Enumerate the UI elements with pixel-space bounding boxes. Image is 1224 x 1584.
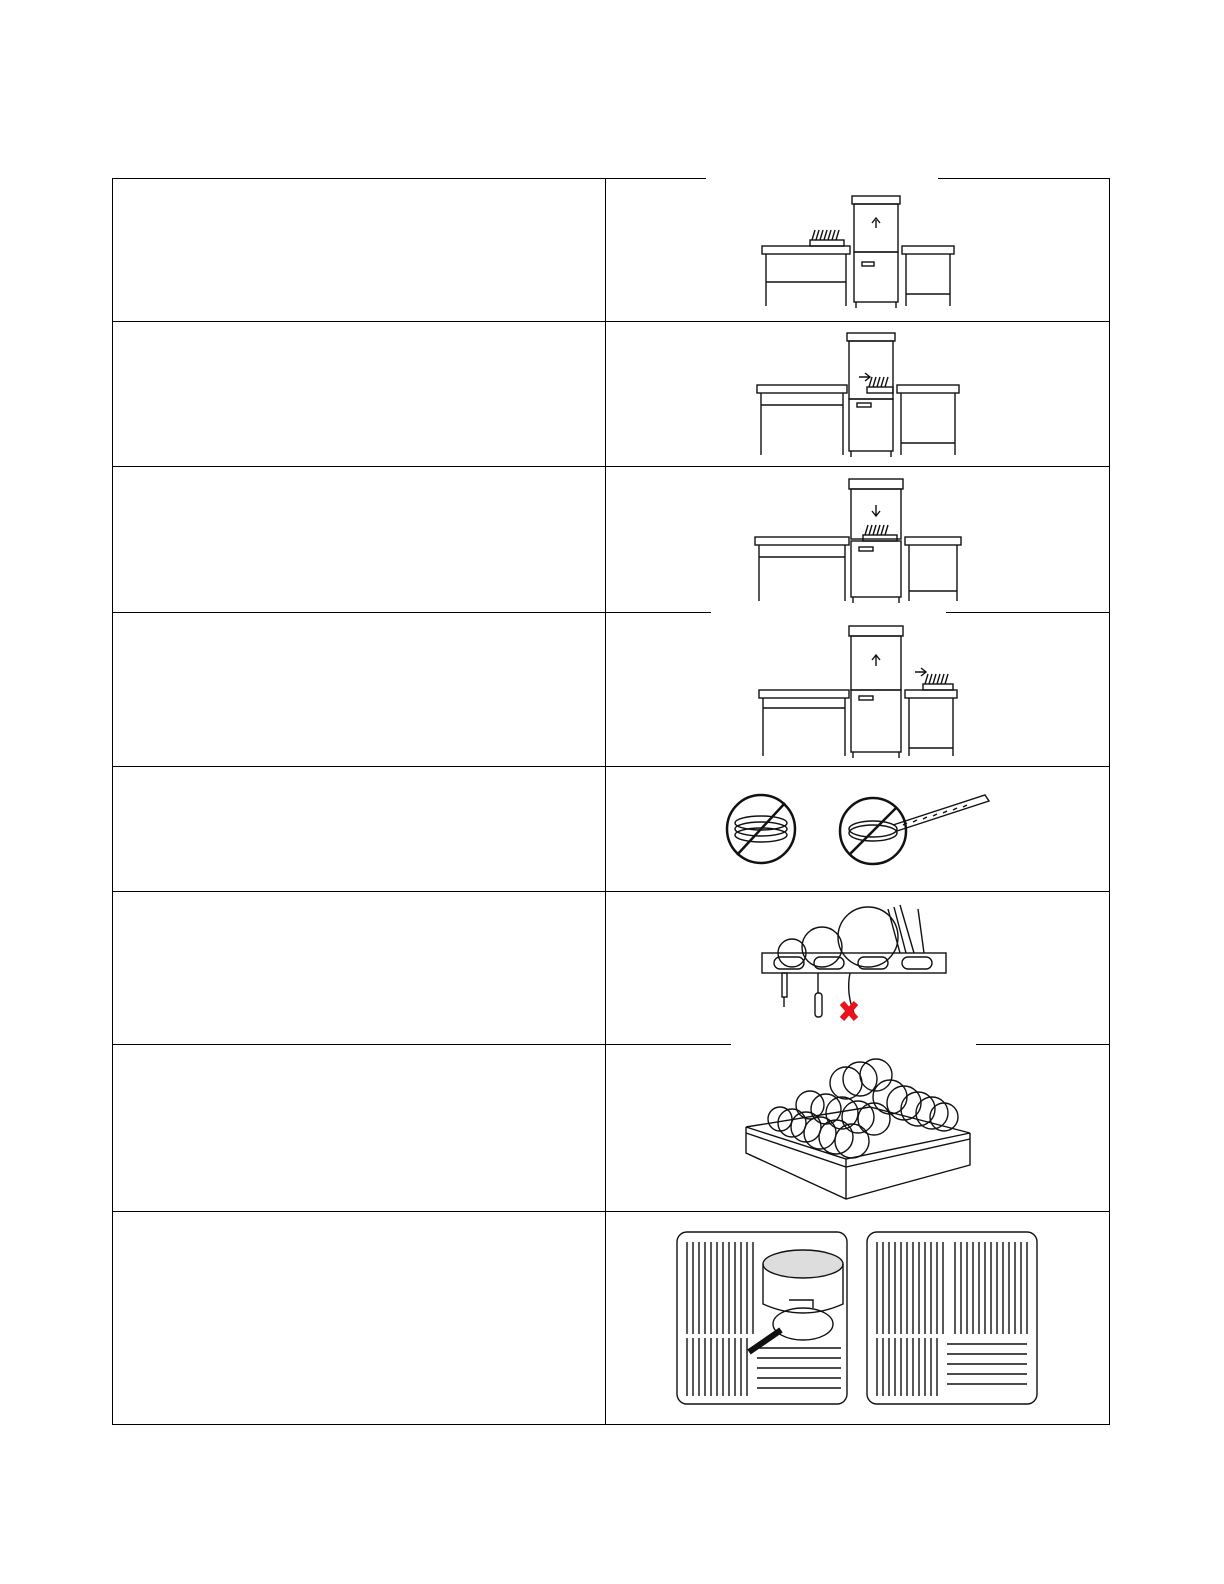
open-hood-load-rack-icon bbox=[758, 190, 958, 310]
table-row bbox=[113, 892, 1110, 1045]
slide-rack-into-machine-icon bbox=[753, 329, 963, 459]
close-hood-wash-icon bbox=[751, 475, 965, 605]
table-row bbox=[113, 613, 1110, 767]
instruction-table bbox=[112, 178, 1109, 1424]
instruction-text-cell-5 bbox=[113, 767, 606, 892]
instruction-text-cell-6 bbox=[113, 892, 606, 1045]
illustration-cell-2 bbox=[606, 322, 1110, 467]
table-row bbox=[113, 322, 1110, 467]
instruction-text-cell-8 bbox=[113, 1212, 606, 1425]
illustration-cell-5 bbox=[606, 767, 1110, 892]
instruction-text-cell-3 bbox=[113, 467, 606, 613]
no-hanging-cutlery-icon bbox=[758, 903, 958, 1033]
illustration-cell-6 bbox=[606, 892, 1110, 1045]
no-stacked-items-icon bbox=[723, 789, 993, 869]
table-row bbox=[113, 1045, 1110, 1212]
plate-rack-loaded-icon bbox=[740, 1053, 976, 1203]
illustration-cell-1 bbox=[606, 179, 1110, 322]
illustration-cell-4 bbox=[606, 613, 1110, 767]
instruction-text-cell-2 bbox=[113, 322, 606, 467]
table-row bbox=[113, 467, 1110, 613]
illustration-cell-7 bbox=[606, 1045, 1110, 1212]
table-row bbox=[113, 767, 1110, 892]
illustration-cell-8 bbox=[606, 1212, 1110, 1425]
open-hood-unload-rack-icon bbox=[755, 620, 961, 760]
instruction-text-cell-1 bbox=[113, 179, 606, 322]
instruction-text-cell-4 bbox=[113, 613, 606, 767]
illustration-cell-3 bbox=[606, 467, 1110, 613]
instruction-text-cell-7 bbox=[113, 1045, 606, 1212]
rack-loading-examples-icon bbox=[673, 1228, 1043, 1408]
table-row bbox=[113, 179, 1110, 322]
table-row bbox=[113, 1212, 1110, 1425]
